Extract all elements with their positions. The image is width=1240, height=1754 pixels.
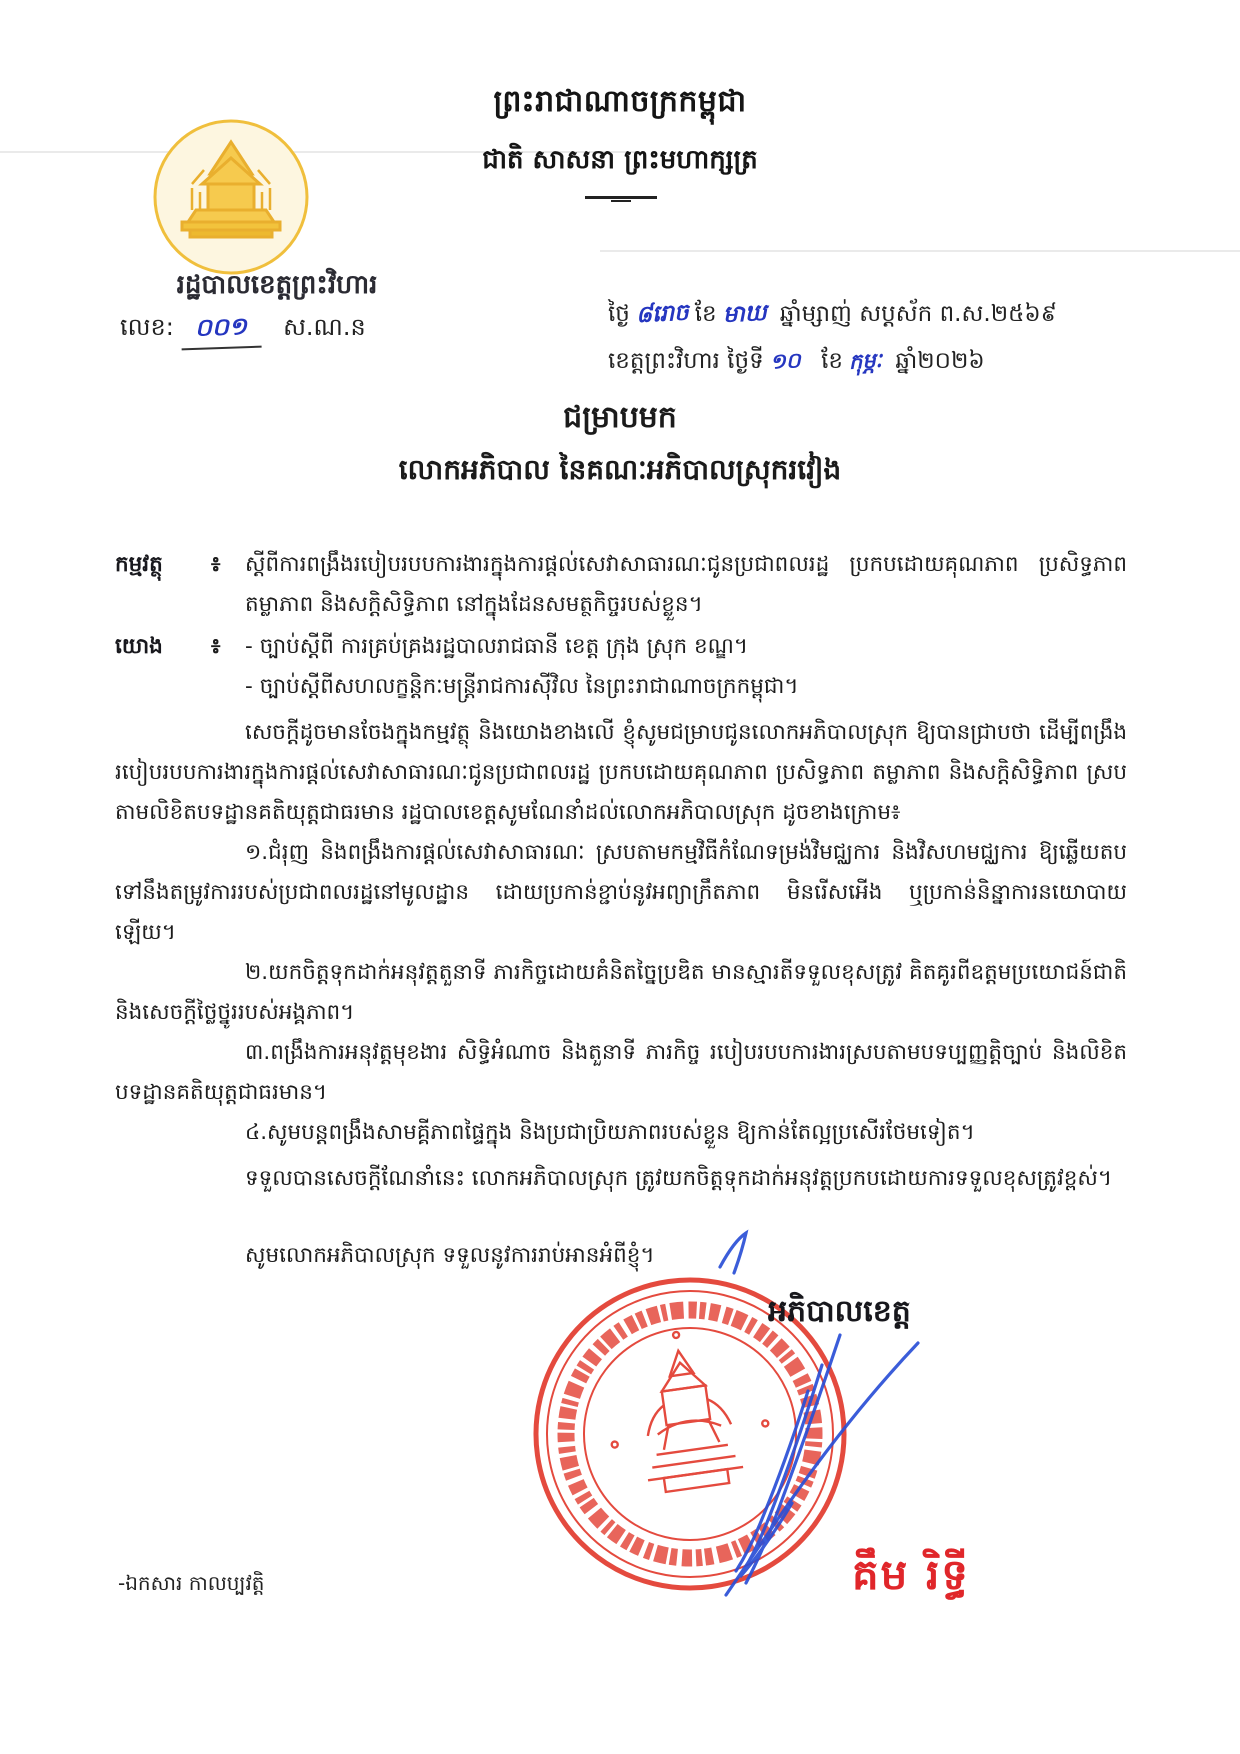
civil-month-label: ខែ: [821, 348, 843, 374]
civil-month-handwritten: កុម្ភៈ: [848, 348, 883, 374]
lunar-year-text: ឆ្នាំម្សាញ់ សប្តស័ក ព.ស.២៥៦៩: [779, 301, 1057, 327]
point-1: ១.ជំរុញ និងពង្រឹងការផ្ដល់សេវាសាធារណៈ ស្របតាមកម្មវិធីកំណែទម្រង់វិមជ្ឈការ និងវិសហមជ្ឈការ ឱ្យឆ្លើយតបទៅនឹងតម្រូវការរបស់ប្រជាពលរដ្ឋនៅមូលដ្ឋាន ដោយប្រកាន់ខ្ជាប់នូវអព្យាក្រឹតភាព មិនរើសអើង ឬប្រកាន់និន្នាការនយោបាយឡើយ។: [115, 840, 1127, 945]
document-body: [115, 545, 1127, 1199]
document-heading: ជម្រាបមក: [563, 400, 677, 435]
reference-label: យោង: [115, 634, 163, 659]
archive-note: -ឯកសារ កាលប្បវត្តិ: [118, 1571, 265, 1595]
reference-item: - ច្បាប់ស្ដីពីសហលក្ខន្តិកៈមន្ត្រីរាជការស៊ីវិល នៃព្រះរាជាណាចក្រកម្ពុជា។: [245, 674, 799, 699]
ref-suffix: ស.ណ.ន: [283, 313, 366, 341]
ref-number-handwritten: ០០១: [181, 311, 262, 351]
provincial-administration-title: រដ្ឋបាលខេត្តព្រះវិហារ: [176, 270, 378, 300]
scan-artifact-line: [600, 250, 1240, 252]
reference-row: [115, 627, 1127, 707]
dateline: [608, 300, 1168, 394]
point-2: ២.យកចិត្តទុកដាក់អនុវត្តតួនាទី ភារកិច្ចដោយគំនិតច្នៃប្រឌិត មានស្មារតីទទួលខុសត្រូវ គិតគូរពីឧត្តមប្រយោជន៍ជាតិ និងសេចក្ដីថ្លៃថ្នូររបស់អង្គភាព។: [115, 960, 1127, 1025]
closing-line: សូមលោកអភិបាលស្រុក ទទួលនូវការរាប់អានអំពីខ្ញុំ។: [245, 1243, 655, 1268]
preah-vihear-temple-emblem-icon: [152, 118, 310, 276]
subject-text: ស្ដីពីការពង្រឹងរបៀបរបបការងារក្នុងការផ្ដល់សេវាសាធារណៈជូនប្រជាពលរដ្ឋ ប្រកបដោយគុណភាព ប្រសិទ្ធភាព តម្លាភាព និងសក្ដិសិទ្ធិភាព នៅក្នុងដែនសមត្ថកិច្ចរបស់ខ្លួន។: [245, 552, 1127, 617]
motto-divider: [585, 196, 657, 199]
reference-item: - ច្បាប់ស្ដីពី ការគ្រប់គ្រងរដ្ឋបាលរាជធានី ខេត្ត ក្រុង ស្រុក ខណ្ឌ។: [245, 634, 749, 659]
subject-row: [115, 545, 1127, 625]
lunar-day-handwritten: ៨រោច: [635, 299, 690, 329]
lunar-month-label: ខែ: [694, 301, 717, 327]
ref-label: លេខ:: [120, 313, 174, 341]
subject-label: កម្មវត្ថុ: [115, 552, 163, 577]
intro-paragraph: សេចក្ដីដូចមានចែងក្នុងកម្មវត្ថុ និងយោងខាងលើ ខ្ញុំសូមជម្រាបជូនលោកអភិបាលស្រុក ឱ្យបានជ្រាបថា ដើម្បីពង្រឹងរបៀបរបបការងារក្នុងការផ្ដល់សេវាសាធារណៈជូនប្រជាពលរដ្ឋ ប្រកបដោយគុណភាព ប្រសិទ្ធភាព តម្លាភាព និងសក្ដិសិទ្ធិភាព ស្របតាមលិខិតបទដ្ឋានគតិយុត្តជាធរមាន រដ្ឋបាលខេត្តសូមណែនាំដល់លោកអភិបាលស្រុក ដូចខាងក្រោម៖: [115, 720, 1127, 825]
civil-year-text: ឆ្នាំ២០២៦: [895, 348, 985, 374]
governor-name: គឹម រិទ្ធី: [852, 1550, 970, 1599]
civil-date-prefix: ខេត្តព្រះវិហារ ថ្ងៃទី: [608, 348, 764, 374]
reference-number-line: [120, 312, 366, 349]
governor-title: អភិបាលខេត្ត: [768, 1294, 911, 1329]
document-addressee: លោកអភិបាល នៃគណៈអភិបាលស្រុករវៀង: [398, 453, 842, 486]
lunar-day-label: ថ្ងៃ: [608, 301, 630, 327]
outro-paragraph: ទទួលបានសេចក្ដីណែនាំនេះ លោកអភិបាលស្រុក ត្រូវយកចិត្តទុកដាក់អនុវត្តប្រកបដោយការទទួលខុសត្រូវខ្ពស់។: [245, 1166, 1113, 1191]
civil-day-handwritten: ១០: [768, 348, 801, 374]
national-motto: ជាតិ សាសនា ព្រះមហាក្សត្រ: [482, 145, 758, 175]
subject-colon: ៖: [211, 552, 221, 577]
lunar-month-handwritten: មាឃ: [721, 299, 767, 329]
lunar-date-line: [608, 300, 1168, 333]
civil-date-line: [608, 347, 1168, 380]
point-3: ៣.ពង្រឹងការអនុវត្តមុខងារ សិទ្ធិអំណាច និងតួនាទី ភារកិច្ច របៀបរបបការងារស្របតាមបទប្បញ្ញត្តិច្បាប់ និងលិខិតបទដ្ឋានគតិយុត្តជាធរមាន។: [115, 1040, 1127, 1105]
governor-signature-icon: [540, 1215, 960, 1689]
reference-list: [245, 627, 1127, 707]
kingdom-title: ព្រះរាជាណាចក្រកម្ពុជា: [493, 84, 747, 119]
point-4: ៤.សូមបន្តពង្រឹងសាមគ្គីភាពផ្ទៃក្នុង និងប្រជាប្រិយភាពរបស់ខ្លួន ឱ្យកាន់តែល្អប្រសើរថែមទៀត។: [245, 1120, 975, 1145]
reference-colon: ៖: [211, 634, 221, 659]
